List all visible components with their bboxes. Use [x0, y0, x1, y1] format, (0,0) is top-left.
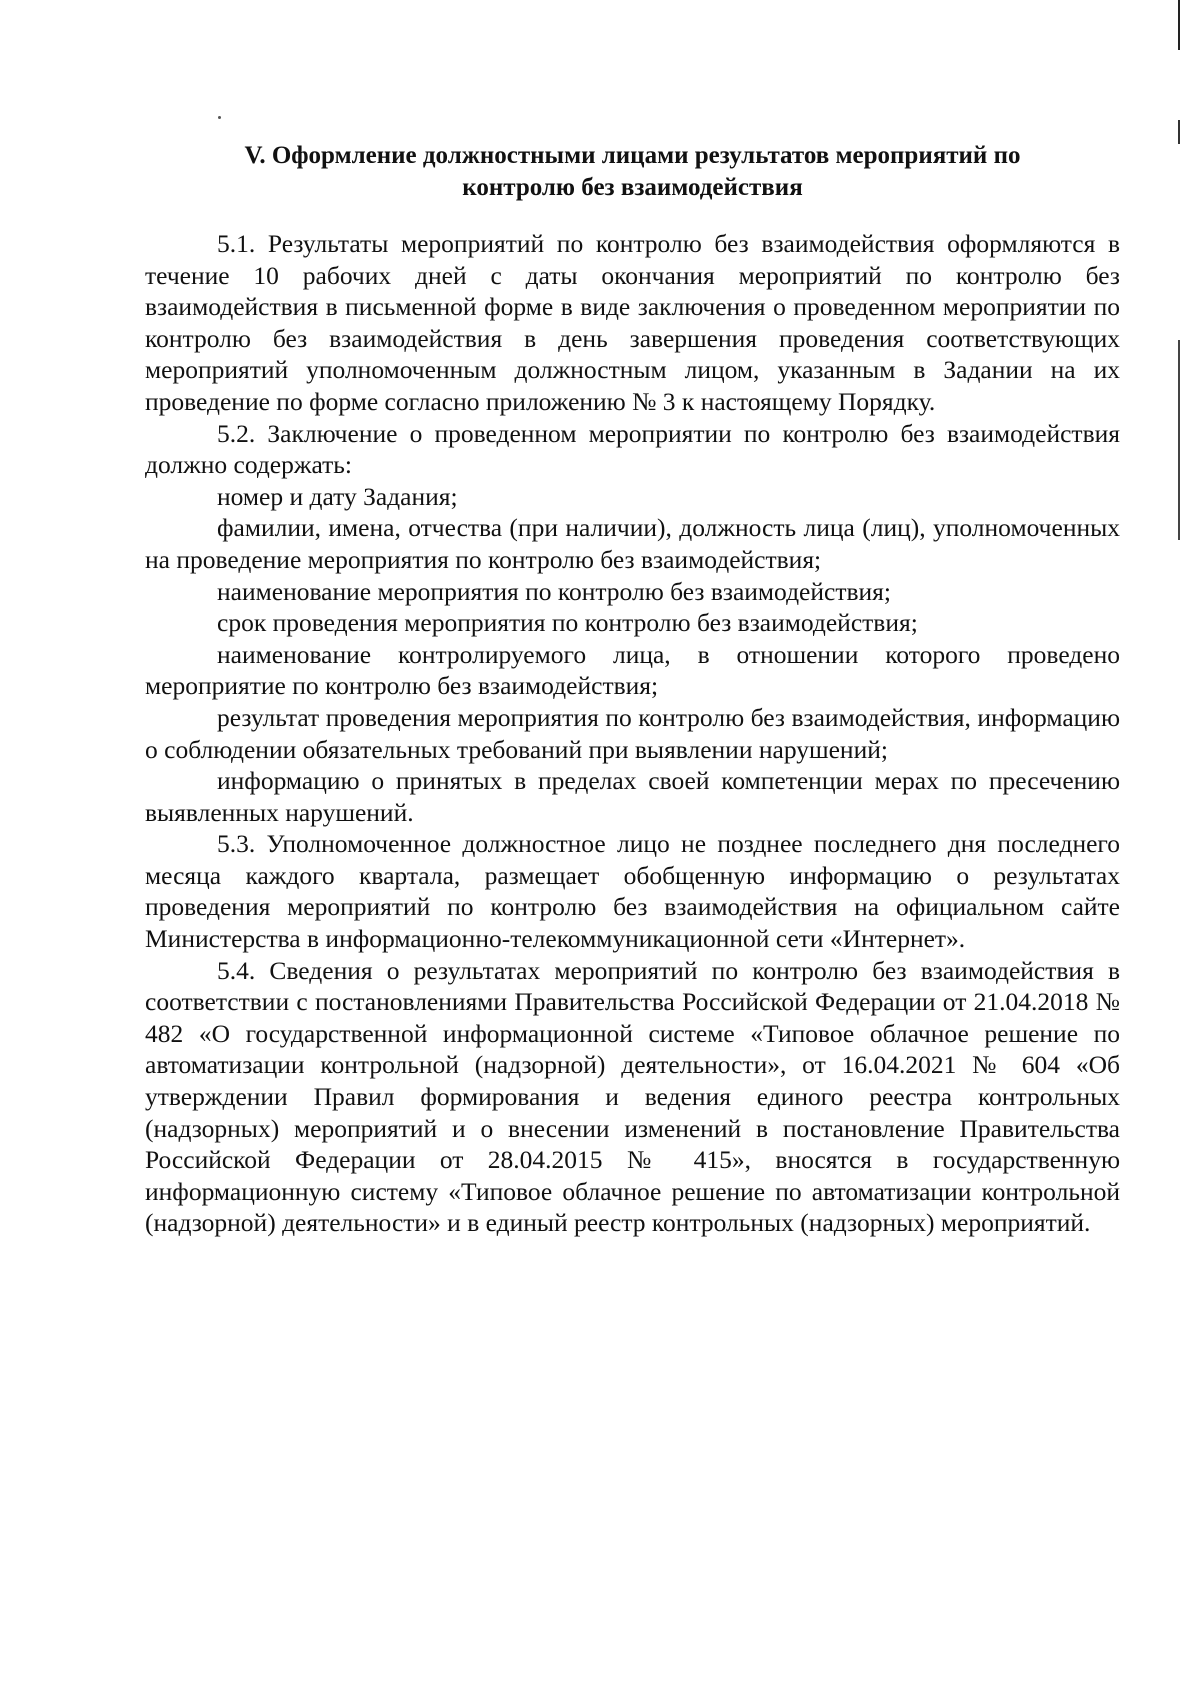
scan-speck [218, 116, 221, 119]
paragraph-5-3: 5.3. Уполномоченное должностное лицо не позднее последнего дня последнего месяца каждого квартала, размещает обобщенную информацию о результатах проведения мероприятий по контролю без взаимодействия на официальном сайте Министерства в информационно-телекоммуникационной сети «Интернет». [145, 829, 1120, 954]
section-title [145, 140, 1120, 204]
document-body [145, 140, 1120, 1239]
section-title-line-1: V. Оформление должностными лицами результатов мероприятий по [244, 142, 1021, 169]
list-item-event-result: результат проведения мероприятия по контролю без взаимодействия, информацию о соблюдении обязательных требований при выявлении нарушений; [145, 702, 1120, 764]
list-item-event-name: наименование мероприятия по контролю без взаимодействия; [217, 576, 891, 606]
paragraph-5-2: 5.2. Заключение о проведенном мероприятии по контролю без взаимодействия должно содержать: [145, 418, 1120, 480]
paragraph-5-4: 5.4. Сведения о результатах мероприятий по контролю без взаимодействия в соответствии с постановлениями Правительства Российской Федерации от 21.04.2018 № 482 «О государственной информационной системе «Типовое облачное решение по автоматизации контрольной (надзорной) деятельности», от 16.04.2021 № 604 «Об утверждении Правил формирования и ведения единого реестра контрольных (надзорных) мероприятий и о внесении изменений в постановление Правительства Российской Федерации от 28.04.2015 № 415», вносятся в государственную информационную систему «Типовое облачное решение по автоматизации контрольной (надзорной) деятельности» и в единый реестр контрольных (надзорных) мероприятий. [145, 955, 1120, 1238]
scan-edge-mark [1178, 120, 1180, 144]
list-item-officials: фамилии, имена, отчества (при наличии), должность лица (лиц), уполномоченных на проведение мероприятия по контролю без взаимодействия; [145, 513, 1120, 574]
paragraph-5-1: 5.1. Результаты мероприятий по контролю без взаимодействия оформляются в течение 10 рабочих дней с даты окончания мероприятий по контролю без взаимодействия в письменной форме в виде заключения о проведенном мероприятии по контролю без взаимодействия в день завершения проведения соответствующих мероприятий уполномоченным должностным лицом, указанным в Задании на их проведение по форме согласно приложению № 3 к настоящему Порядку. [145, 229, 1120, 416]
scan-edge-mark [1178, 340, 1180, 540]
list-item-controlled-person: наименование контролируемого лица, в отношении которого проведено мероприятие по контролю без взаимодействия; [145, 639, 1120, 701]
list-item-task-number: номер и дату Задания; [217, 481, 458, 511]
scan-edge-mark [1178, 0, 1180, 50]
list-item-measures: информацию о принятых в пределах своей компетенции мерах по пресечению выявленных нарушений. [145, 766, 1120, 827]
list-item-event-term: срок проведения мероприятия по контролю без взаимодействия; [217, 608, 918, 638]
section-title-line-2: контролю без взаимодействия [462, 174, 803, 201]
